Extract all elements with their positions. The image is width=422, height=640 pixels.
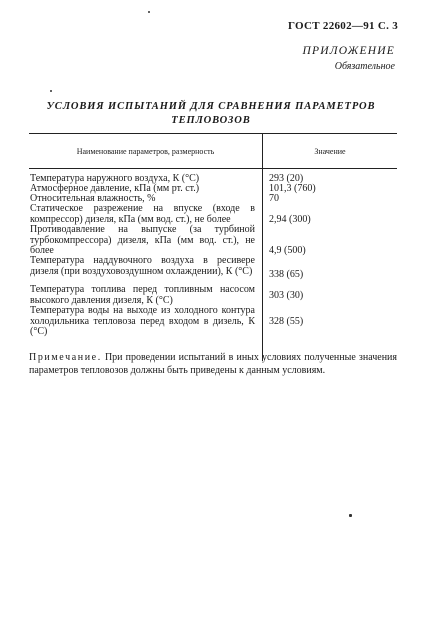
appendix-subtitle: Обязательное (334, 61, 395, 72)
print-speck (148, 11, 150, 13)
footnote (29, 351, 397, 377)
document-title (40, 100, 382, 128)
page-header: ГОСТ 22602—91 С. 3 (287, 20, 398, 32)
document-title-line1: УСЛОВИЯ ИСПЫТАНИЙ ДЛЯ СРАВНЕНИЯ ПАРАМЕТРОВ (46, 101, 376, 112)
row-value: 2,94 (300) (269, 214, 311, 225)
column-header-parameters: Наименование параметров, размерность (76, 147, 215, 156)
row-parameter: Температура топлива перед топливным насосом высокого давления дизеля, К (°С) (30, 284, 255, 306)
row-parameter: Статическое разрежение на впуске (входе в компрессор) дизеля, кПа (мм вод. ст.), не более (30, 203, 255, 225)
row-value: 303 (30) (269, 290, 304, 301)
row-value: 70 (269, 193, 279, 204)
row-value: 338 (65) (269, 269, 304, 280)
column-divider (262, 133, 263, 361)
table-header-rule (29, 168, 397, 169)
row-parameter: Противодавление на выпуске (за турбиной турбокомпрессора) дизеля, кПа (мм вод. ст.), не более (30, 224, 255, 256)
row-parameter: Относительная влажность, % (30, 193, 156, 204)
footnote-label: Примечание. (29, 352, 102, 363)
appendix-block (303, 45, 395, 72)
footnote-text: При проведении испытаний в иных условиях полученные значения параметров тепловозов должны быть приведены к данным условиям. (29, 352, 397, 376)
table-top-rule (29, 133, 397, 134)
print-speck (349, 514, 352, 517)
print-speck (50, 90, 52, 92)
appendix-title: ПРИЛОЖЕНИЕ (302, 45, 395, 57)
row-value: 293 (20) (269, 173, 304, 184)
document-title-line2: ТЕПЛОВОЗОВ (171, 115, 251, 126)
conditions-table (29, 133, 397, 361)
row-parameter: Атмосферное давление, кПа (мм рт. ст.) (30, 183, 200, 194)
row-value: 101,3 (760) (269, 183, 316, 194)
row-parameter: Температура воды на выходе из холодного контура холодильника тепловоза перед входом в дизель, К (°С) (30, 305, 255, 337)
row-parameter: Температура наружного воздуха, К (°С) (30, 173, 200, 184)
row-value: 328 (55) (269, 316, 304, 327)
row-value: 4,9 (500) (269, 245, 306, 256)
column-header-value: Значение (314, 147, 346, 156)
row-parameter: Температура наддувочного воздуха в ресивере дизеля (при воздуховоздушном охлаждении), К (°С) (30, 255, 255, 277)
